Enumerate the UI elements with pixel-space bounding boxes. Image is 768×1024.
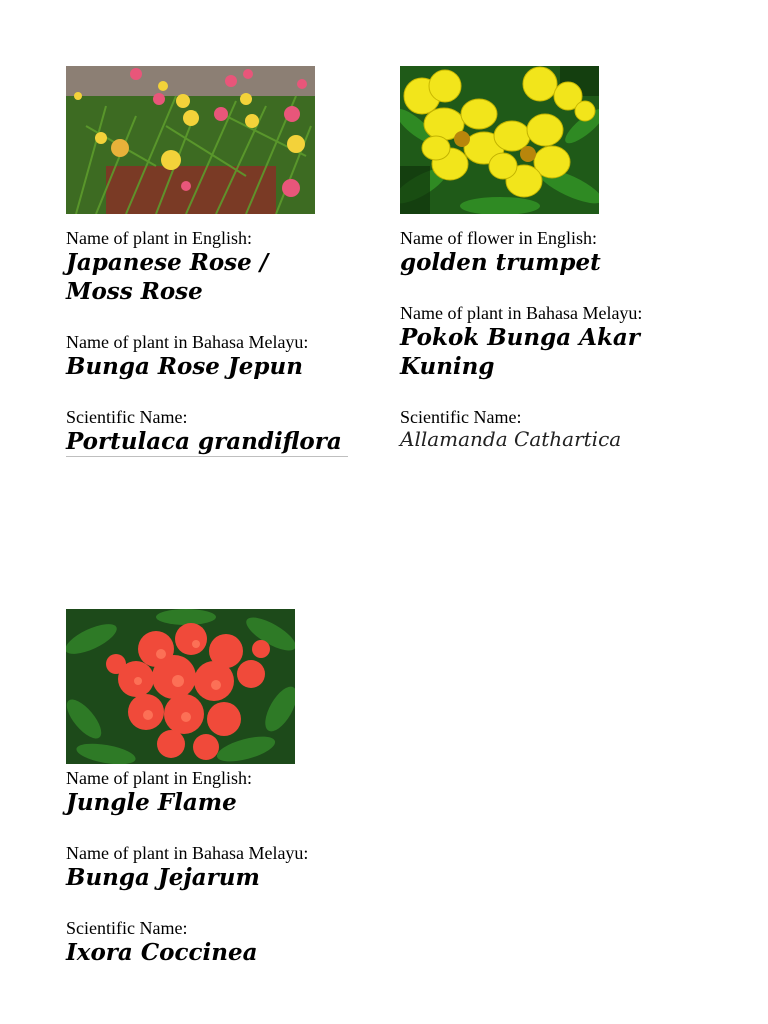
- english-name-line-1: Japanese Rose /: [66, 249, 269, 276]
- malay-name-label: Name of plant in Bahasa Melayu:: [400, 303, 643, 323]
- jungle-flame-photo: [66, 609, 295, 764]
- golden-trumpet-illustration: [400, 66, 599, 214]
- scientific-name-label: Scientific Name:: [66, 407, 188, 427]
- malay-name-label: Name of plant in Bahasa Melayu:: [66, 332, 309, 352]
- english-name-label: Name of plant in English:: [66, 228, 252, 248]
- english-name-line-2: Moss Rose: [66, 278, 203, 305]
- malay-name-value: [400, 323, 730, 381]
- malay-name-line-1: Pokok Bunga Akar: [400, 324, 640, 351]
- scientific-name-label: Scientific Name:: [400, 407, 522, 427]
- scientific-name-label: Scientific Name:: [66, 918, 188, 938]
- english-name-value: golden trumpet: [400, 249, 601, 276]
- scientific-name-value: Ixora Coccinea: [66, 939, 258, 966]
- plant-card-golden-trumpet: [400, 66, 730, 452]
- moss-rose-illustration: [66, 66, 315, 214]
- jungle-flame-illustration: [66, 609, 295, 764]
- scientific-name-value: [66, 427, 376, 457]
- malay-name-label: Name of plant in Bahasa Melayu:: [66, 843, 309, 863]
- english-name-value: Jungle Flame: [66, 789, 237, 816]
- english-name-label: Name of flower in English:: [400, 228, 597, 248]
- malay-name-value: Bunga Jejarum: [66, 864, 260, 891]
- malay-name-line-2: Kuning: [400, 353, 495, 380]
- moss-rose-photo: [66, 66, 315, 214]
- scientific-name-value: Allamanda Cathartica: [400, 427, 622, 451]
- plant-card-moss-rose: [66, 66, 376, 457]
- english-name-label: Name of plant in English:: [66, 768, 252, 788]
- english-name-value: [66, 248, 376, 306]
- golden-trumpet-photo: [400, 66, 599, 214]
- malay-name-value: Bunga Rose Jepun: [66, 353, 303, 380]
- plant-card-jungle-flame: [66, 609, 396, 967]
- scientific-name-text: Portulaca grandiflora: [66, 427, 348, 457]
